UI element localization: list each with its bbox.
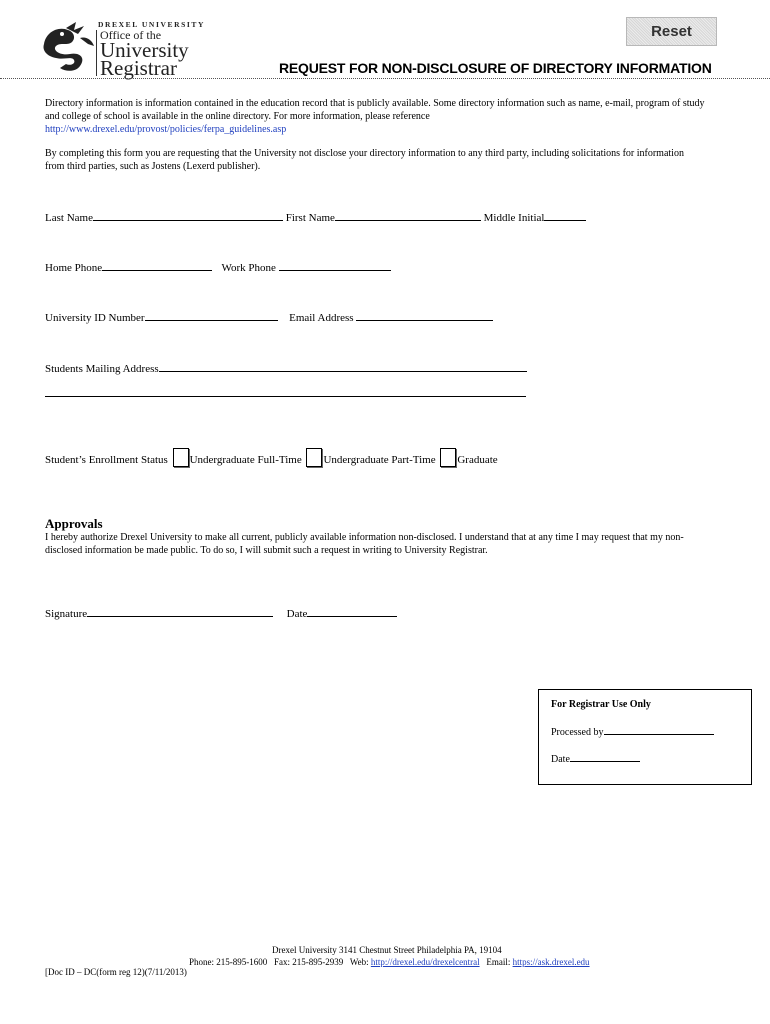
logo-university-name: DREXEL UNIVERSITY — [98, 20, 206, 29]
first-name-label: First Name — [285, 212, 335, 224]
registrar-box-title: For Registrar Use Only — [551, 699, 651, 710]
approvals-text: I hereby authorize Drexel University to make all current, publicly available information non-disclosed. I understand that at any time I may request that my non-disclosed information be made public. To do so, I will submit such a request in writing to University Registrar. — [45, 532, 684, 556]
id-email-row — [45, 310, 493, 324]
last-name-field[interactable] — [93, 210, 283, 221]
mailing-address-field[interactable] — [159, 361, 527, 372]
ferpa-guidelines-link[interactable]: http://www.drexel.edu/provost/policies/ferpa_guidelines.asp — [45, 124, 287, 135]
registrar-date-label: Date — [551, 754, 570, 765]
reset-button[interactable]: Reset — [626, 17, 717, 46]
intro-paragraph: Directory information is information contained in the education record that is publicly available. Some directory information such as name, e-mail, program of study and college of school is available in the online directory. For more information, please reference — [45, 98, 705, 122]
logo-university: University — [100, 38, 189, 62]
undergrad-full-time-checkbox[interactable] — [173, 448, 189, 467]
undergrad-part-time-checkbox[interactable] — [306, 448, 322, 467]
undergrad-part-time-label: Undergraduate Part-Time — [323, 454, 436, 466]
date-field[interactable] — [307, 606, 397, 617]
graduate-checkbox[interactable] — [440, 448, 456, 467]
footer-phone: Phone: 215-895-1600 — [189, 957, 268, 967]
email-label: Email Address — [289, 312, 354, 324]
dragon-icon — [36, 18, 98, 76]
mailing-address-row — [45, 361, 527, 375]
footer-fax: Fax: 215-895-2939 — [274, 957, 344, 967]
home-phone-field[interactable] — [102, 260, 212, 271]
signature-field[interactable] — [87, 606, 273, 617]
header-divider — [0, 78, 770, 79]
processed-by-field — [604, 725, 714, 735]
footer-web-label: Web: — [349, 957, 369, 967]
name-row — [45, 210, 586, 224]
university-id-label: University ID Number — [45, 312, 145, 324]
approvals-heading: Approvals — [45, 516, 103, 531]
logo-vertical-rule — [96, 30, 97, 76]
footer-email-link[interactable]: https://ask.drexel.edu — [512, 957, 590, 967]
footer-web-link[interactable]: http://drexel.edu/drexelcentral — [370, 957, 480, 967]
registrar-use-box — [538, 689, 752, 785]
page-title: REQUEST FOR NON-DISCLOSURE OF DIRECTORY INFORMATION — [279, 60, 712, 76]
registrar-date-field — [570, 752, 640, 762]
logo-registrar: Registrar — [100, 56, 177, 80]
graduate-label: Graduate — [457, 454, 498, 466]
intro-text — [45, 97, 721, 136]
first-name-field[interactable] — [335, 210, 481, 221]
processed-by-row — [551, 725, 714, 739]
mailing-address-label: Students Mailing Address — [45, 363, 159, 375]
enrollment-row — [45, 448, 498, 467]
last-name-label: Last Name — [45, 212, 93, 224]
intro-paragraph-2: By completing this form you are requesting that the University not disclose your directory information to any third party, including solicitations for information from third parties, such as Jostens (Lexerd publisher). — [45, 148, 684, 172]
doc-id: [Doc ID – DC(form reg 12)(7/11/2013) — [45, 967, 187, 977]
mailing-address-field-line2[interactable] — [45, 396, 526, 397]
phone-row — [45, 260, 391, 274]
processed-by-label: Processed by — [551, 727, 604, 738]
home-phone-label: Home Phone — [45, 262, 103, 274]
date-label: Date — [286, 608, 308, 620]
work-phone-label: Work Phone — [221, 262, 276, 274]
signature-label: Signature — [45, 608, 88, 620]
registrar-date-row — [551, 752, 640, 766]
university-id-field[interactable] — [145, 310, 278, 321]
footer-email-label: Email: — [486, 957, 511, 967]
logo-office-of-the: Office of the — [100, 28, 162, 42]
signature-row — [45, 606, 397, 620]
middle-initial-field[interactable] — [544, 210, 586, 221]
footer-contacts — [189, 957, 590, 967]
email-field[interactable] — [356, 310, 493, 321]
footer-address: Drexel University 3141 Chestnut Street Philadelphia PA, 19104 — [272, 945, 502, 955]
drexel-logo — [36, 18, 216, 78]
work-phone-field[interactable] — [279, 260, 391, 271]
enrollment-label: Student’s Enrollment Status — [45, 454, 168, 466]
undergrad-full-time-label: Undergraduate Full-Time — [189, 454, 302, 466]
middle-initial-label: Middle Initial — [483, 212, 545, 224]
